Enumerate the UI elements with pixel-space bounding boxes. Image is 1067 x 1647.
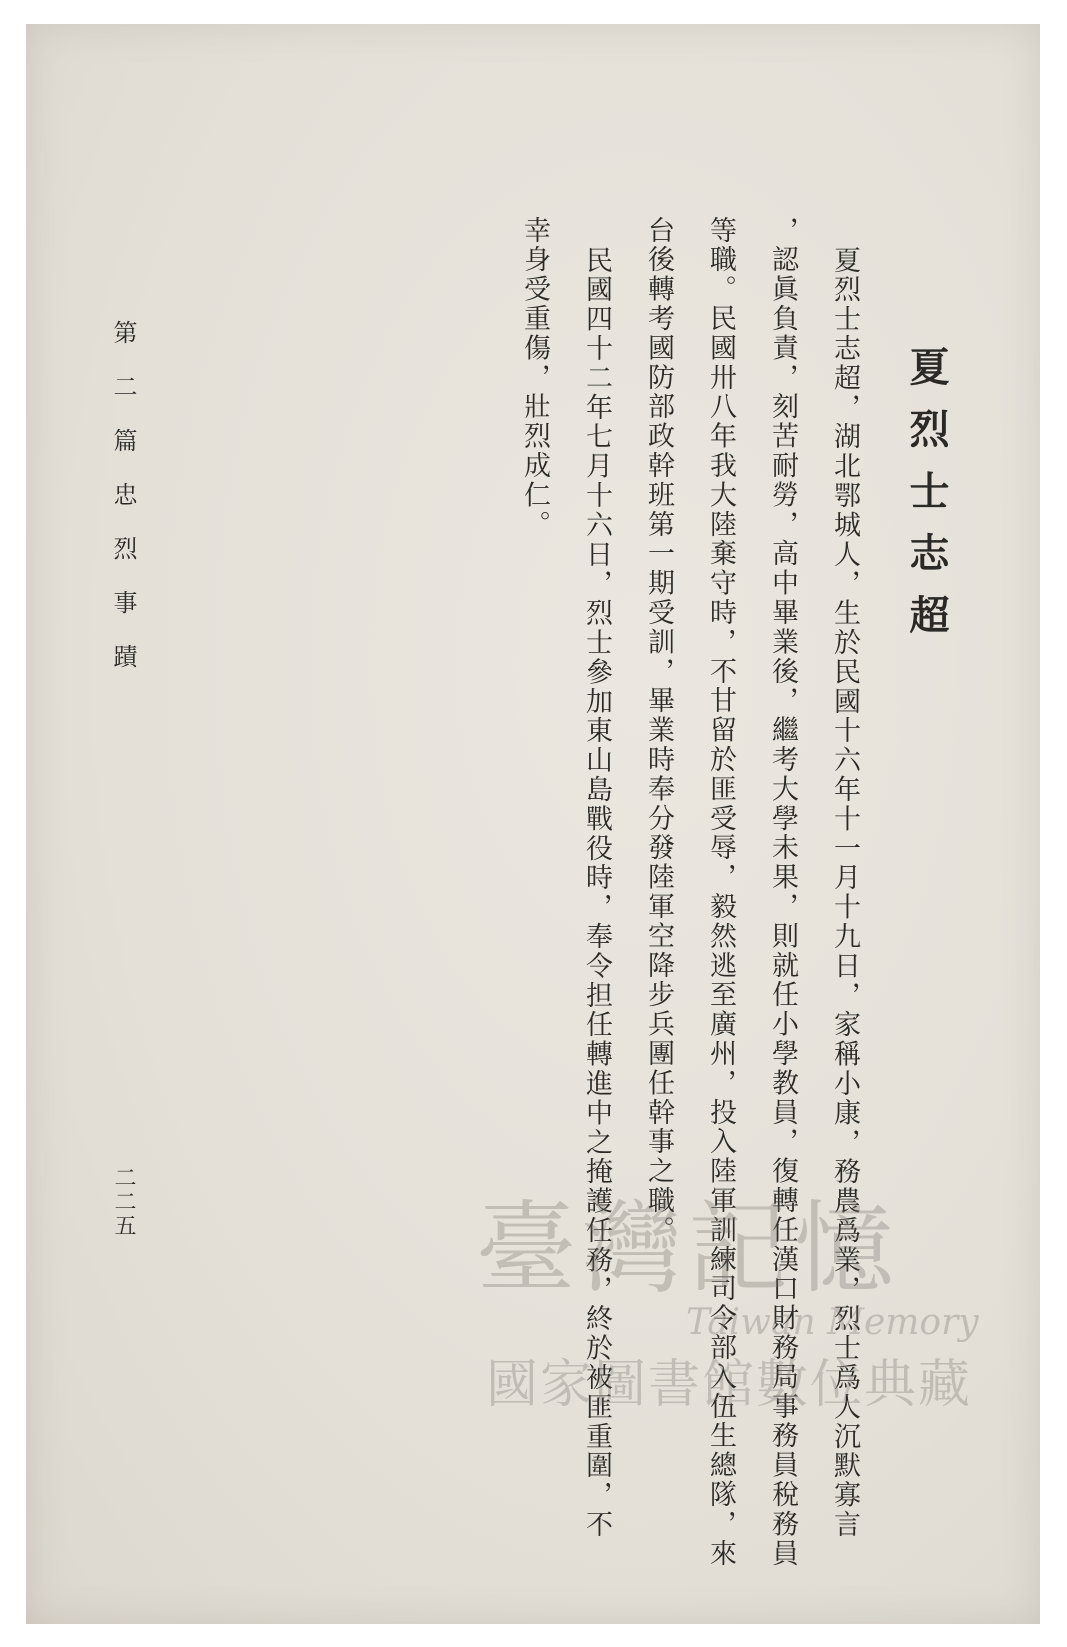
text-column-5: 民國四十二年七月十六日，烈士參加東山島戰役時，奉令担任轉進中之掩護任務，終於被匪重圍，不: [581, 246, 612, 1540]
page-number: 二二五: [111, 1166, 136, 1238]
watermark-english: Taiwan Memory: [686, 1302, 979, 1343]
text-column-4: 台後轉考國防部政幹班第一期受訓，畢業時奉分發陸軍空降步兵團任幹事之職。: [643, 216, 674, 1245]
text-column-2: ，認眞負責，刻苦耐勞，高中畢業後，繼考大學未果，則就任小學教員，復轉任漢口財務局事務員稅務員: [767, 216, 798, 1569]
text-column-3: 等職。民國卅八年我大陸棄守時，不甘留於匪受辱，毅然逃至廣州，投入陸軍訓練司令部入伍生總隊，來: [705, 216, 736, 1569]
section-footer: 第二篇忠烈事蹟: [109, 320, 137, 698]
text-column-1: 夏烈士志超，湖北鄂城人，生於民國十六年十一月十九日，家稱小康，務農爲業，烈士爲人沉默寡言: [829, 246, 860, 1540]
text-column-6: 幸身受重傷，壯烈成仁。: [519, 216, 550, 540]
page-title: 夏烈士志超: [903, 346, 950, 656]
watermark-logo-text: 臺灣記憶: [476, 1190, 900, 1307]
watermark-org: 國家圖書館數位典藏: [486, 1355, 973, 1415]
document-page: [26, 24, 1040, 1624]
